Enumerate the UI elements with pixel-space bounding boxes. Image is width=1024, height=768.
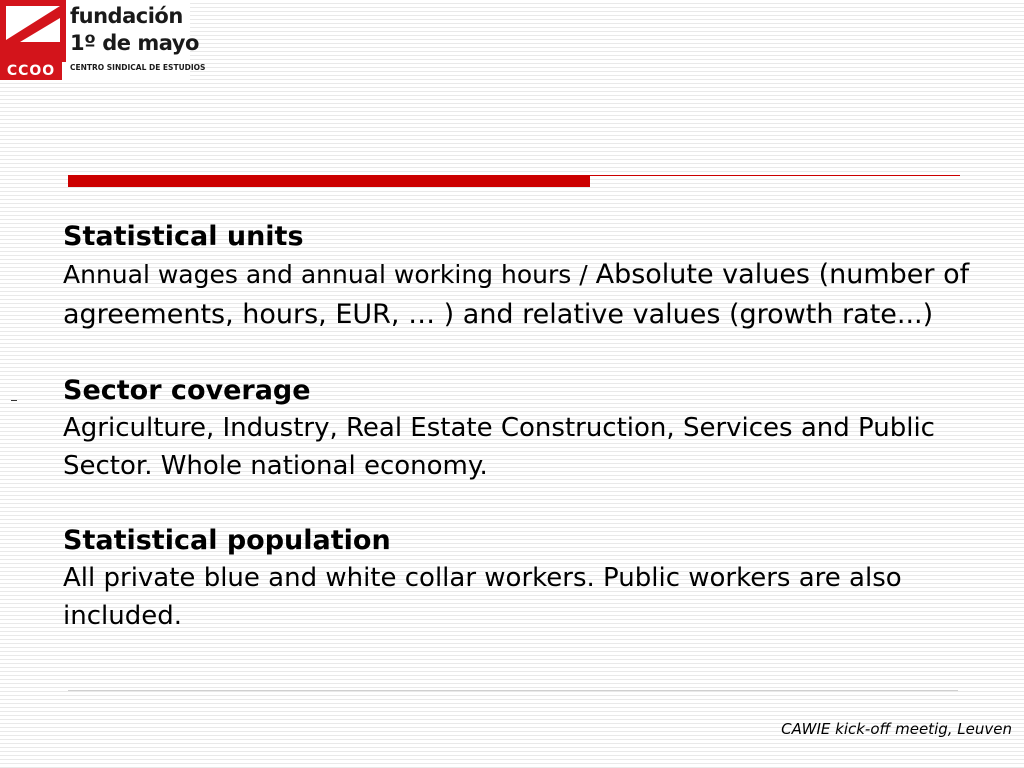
logo-line-2: 1º de mayo — [70, 31, 199, 55]
slide-body — [63, 219, 993, 635]
footer-text: CAWIE kick-off meetig, Leuven — [781, 720, 1012, 738]
section-heading: Statistical population — [63, 525, 391, 556]
logo — [0, 0, 206, 82]
title-rule-thick — [68, 175, 590, 187]
logo-line-1: fundación — [70, 4, 183, 28]
spacer — [63, 485, 993, 523]
section-text-main: Absolute values (number of agreements, hours, EUR, … ) and relative values (growth rate...) — [63, 259, 970, 330]
footer-rule — [68, 690, 958, 691]
margin-mark — [11, 400, 17, 401]
section-text: Agriculture, Industry, Real Estate Construction, Services and Public Sector. Whole national economy. — [63, 413, 935, 481]
section-text-small: Annual wages and annual working hours / — [63, 260, 596, 289]
ccoo-logo-icon — [0, 0, 66, 62]
title-rule-thin — [590, 175, 960, 176]
spacer — [63, 335, 993, 373]
section-heading: Statistical units — [63, 221, 304, 252]
section-text: All private blue and white collar workers. Public workers are also included. — [63, 563, 902, 631]
section-heading: Sector coverage — [63, 375, 311, 406]
section-text — [63, 255, 993, 335]
logo-badge: CCOO — [0, 62, 62, 80]
logo-subtitle: CENTRO SINDICAL DE ESTUDIOS — [70, 63, 206, 72]
